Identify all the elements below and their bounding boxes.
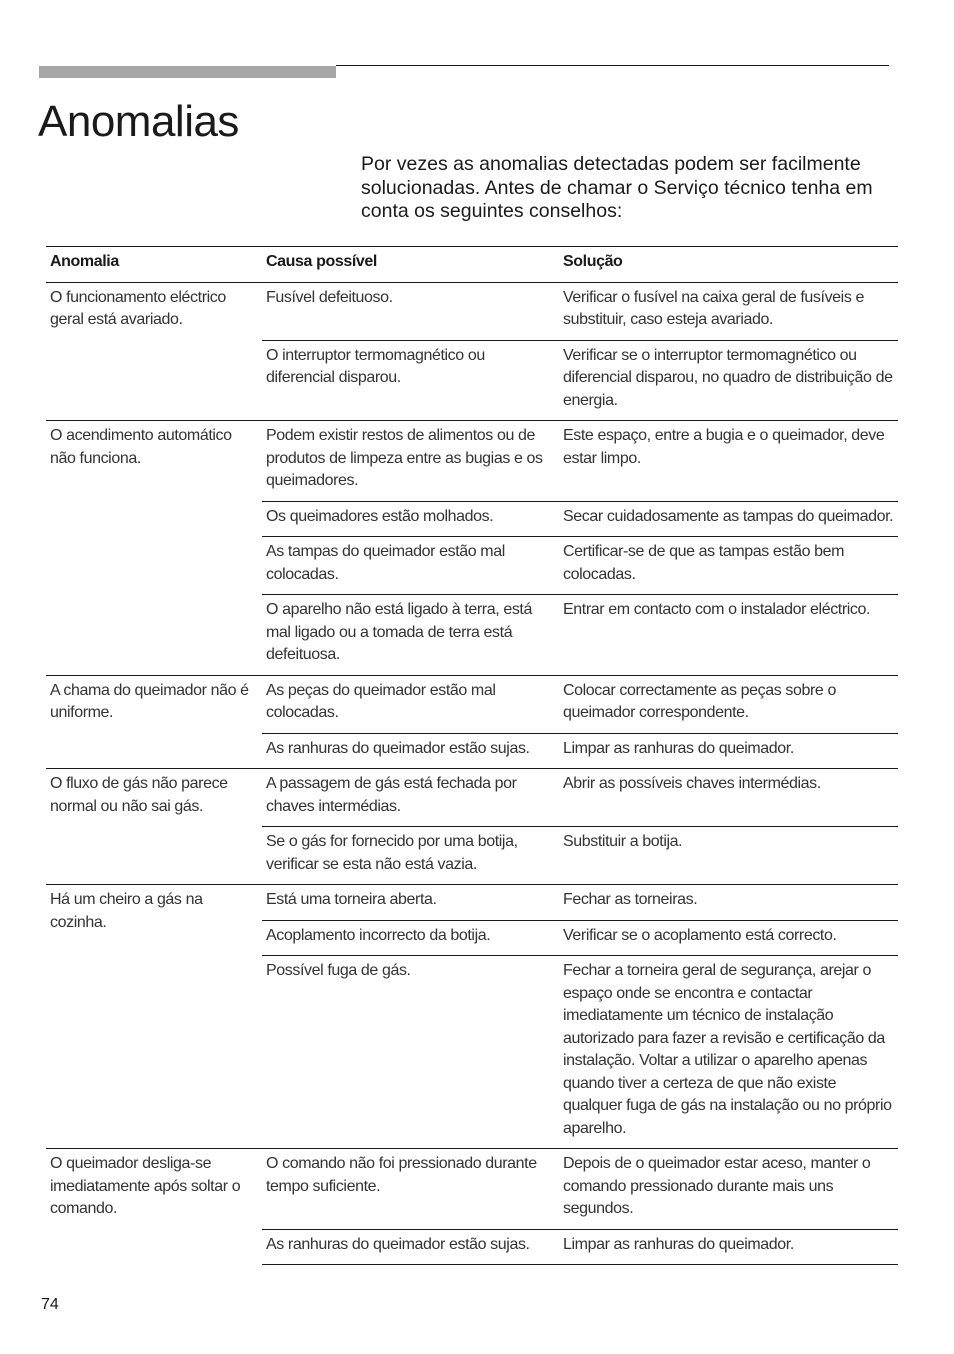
solution-cell: Entrar em contacto com o instalador eléctrico. — [559, 595, 898, 676]
table-row — [46, 421, 898, 502]
cause-cell: O interruptor termomagnético ou diferencial disparou. — [262, 340, 559, 421]
column-header-anomaly: Anomalia — [46, 247, 262, 283]
solution-cell: Secar cuidadosamente as tampas do queimador. — [559, 501, 898, 537]
anomaly-cell: O funcionamento eléctrico geral está avariado. — [46, 282, 262, 421]
cause-cell: Possível fuga de gás. — [262, 956, 559, 1149]
solution-cell: Limpar as ranhuras do queimador. — [559, 733, 898, 769]
table-row — [46, 769, 898, 827]
cause-cell: As ranhuras do queimador estão sujas. — [262, 733, 559, 769]
cause-cell: As peças do queimador estão mal colocadas. — [262, 675, 559, 733]
solution-cell: Limpar as ranhuras do queimador. — [559, 1229, 898, 1265]
table-row — [46, 282, 898, 340]
solution-cell: Fechar as torneiras. — [559, 885, 898, 921]
solution-cell: Verificar o fusível na caixa geral de fusíveis e substituir, caso esteja avariado. — [559, 282, 898, 340]
anomaly-cell: O fluxo de gás não parece normal ou não sai gás. — [46, 769, 262, 885]
solution-cell: Verificar se o interruptor termomagnético ou diferencial disparou, no quadro de distribuição de energia. — [559, 340, 898, 421]
anomaly-cell: O queimador desliga-se imediatamente após soltar o comando. — [46, 1149, 262, 1265]
cause-cell: Os queimadores estão molhados. — [262, 501, 559, 537]
solution-cell: Fechar a torneira geral de segurança, arejar o espaço onde se encontra e contactar imediatamente um técnico de instalação autorizado para fazer a revisão e certificação da instalação. Voltar a utilizar o aparelho apenas quando tiver a certeza de que não existe qualquer fuga de gás na instalação ou no próprio aparelho. — [559, 956, 898, 1149]
cause-cell: As ranhuras do queimador estão sujas. — [262, 1229, 559, 1265]
table-row — [46, 1149, 898, 1230]
table-body — [46, 282, 898, 1265]
solution-cell: Substituir a botija. — [559, 827, 898, 885]
troubleshooting-table-wrapper — [46, 246, 898, 1265]
solution-cell: Depois de o queimador estar aceso, manter o comando pressionado durante mais uns segundos. — [559, 1149, 898, 1230]
cause-cell: A passagem de gás está fechada por chaves intermédias. — [262, 769, 559, 827]
table-header-row — [46, 247, 898, 283]
cause-cell: Fusível defeituoso. — [262, 282, 559, 340]
header-grey-bar — [39, 66, 336, 78]
column-header-cause: Causa possível — [262, 247, 559, 283]
solution-cell: Abrir as possíveis chaves intermédias. — [559, 769, 898, 827]
solution-cell: Verificar se o acoplamento está correcto. — [559, 920, 898, 956]
anomaly-cell: O acendimento automático não funciona. — [46, 421, 262, 676]
cause-cell: Está uma torneira aberta. — [262, 885, 559, 921]
anomaly-cell: A chama do queimador não é uniforme. — [46, 675, 262, 769]
cause-cell: Se o gás for fornecido por uma botija, verificar se esta não está vazia. — [262, 827, 559, 885]
header-rule — [336, 65, 889, 66]
cause-cell: As tampas do queimador estão mal colocadas. — [262, 537, 559, 595]
table-row — [46, 675, 898, 733]
column-header-solution: Solução — [559, 247, 898, 283]
anomaly-cell: Há um cheiro a gás na cozinha. — [46, 885, 262, 1149]
solution-cell: Este espaço, entre a bugia e o queimador, deve estar limpo. — [559, 421, 898, 502]
troubleshooting-table — [46, 246, 898, 1265]
intro-paragraph: Por vezes as anomalias detectadas podem ser facilmente solucionadas. Antes de chamar o Serviço técnico tenha em conta os seguintes conselhos: — [361, 153, 873, 222]
cause-cell: Acoplamento incorrecto da botija. — [262, 920, 559, 956]
cause-cell: O aparelho não está ligado à terra, está mal ligado ou a tomada de terra está defeituosa. — [262, 595, 559, 676]
cause-cell: O comando não foi pressionado durante tempo suficiente. — [262, 1149, 559, 1230]
table-row — [46, 885, 898, 921]
cause-cell: Podem existir restos de alimentos ou de produtos de limpeza entre as bugias e os queimadores. — [262, 421, 559, 502]
solution-cell: Certificar-se de que as tampas estão bem colocadas. — [559, 537, 898, 595]
solution-cell: Colocar correctamente as peças sobre o queimador correspondente. — [559, 675, 898, 733]
page-title: Anomalias — [38, 97, 239, 146]
page-number: 74 — [41, 1296, 59, 1313]
